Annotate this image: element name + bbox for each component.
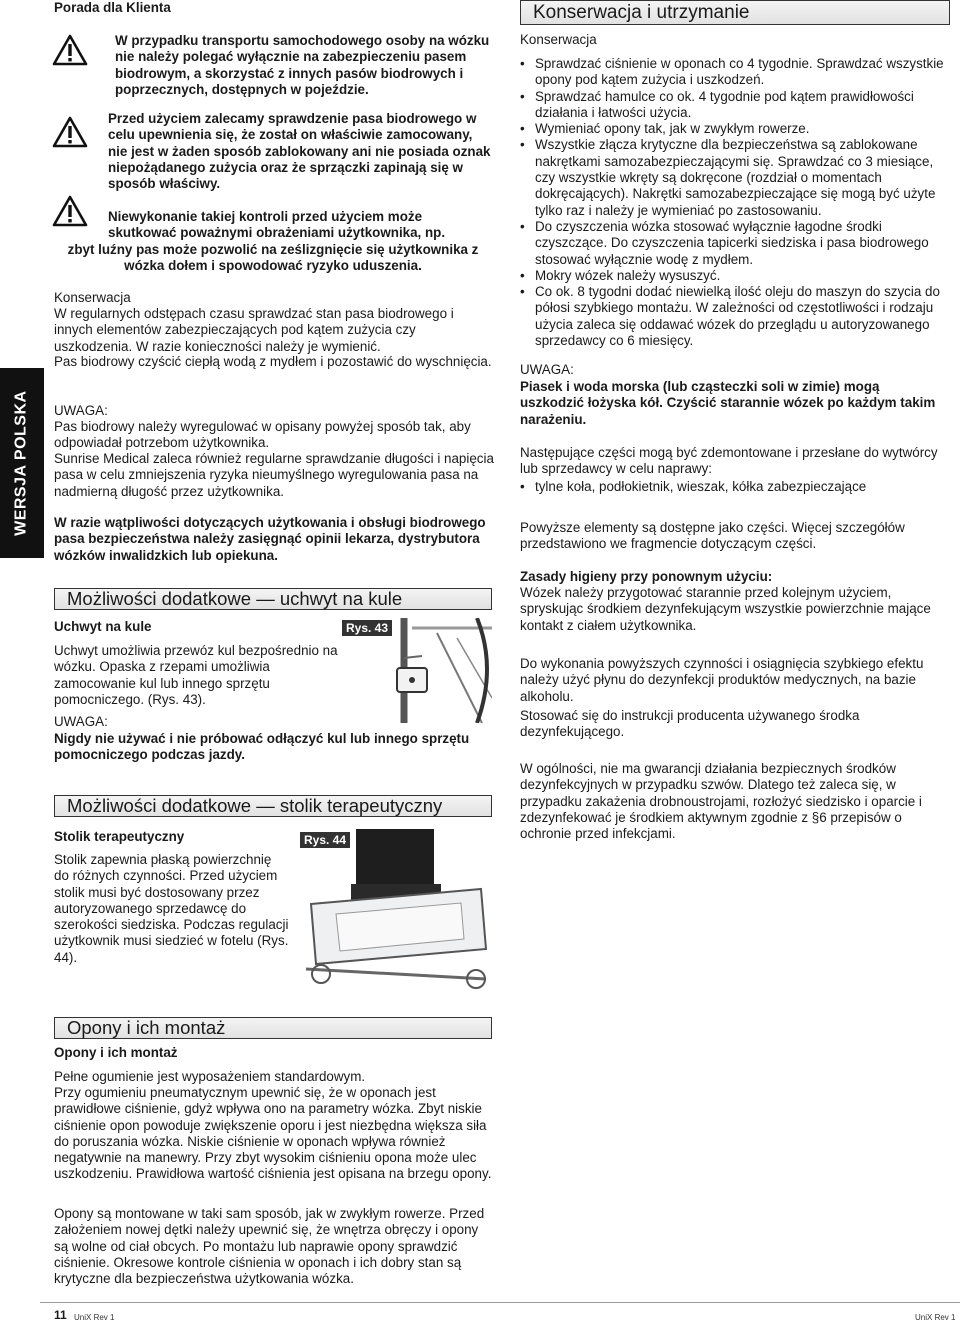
warning-text-check: Przed użyciem zalecamy sprawdzenie pasa biodrowego w celu upewnienia się, że został on właściwie zamocowany, nie jest w żaden sposób zablokowany ani nie posiada oznak niepożądanego zużycia oraz że sprzączki zapinają się w sposób właściwy. [108,111,491,192]
warning-text-consequence-cont: zbyt luźny pas może pozwolić na ześlizgnięcie się użytkownika z wózka dołem i spowodować ryzyko uduszenia. [67,242,479,274]
right-section-title [520,0,950,25]
list-item: • Do czyszczenia wózka stosować wyłącznie łagodne środki czyszczące. Do czyszczenia tapicerki siedziska i pasa biodrowego stosować wyłącznie wodę z mydłem. [520,219,955,268]
section-title-tray [54,795,492,817]
section-title-text: Możliwości dodatkowe — uchwyt na kule [67,588,403,609]
tray-illustration [296,829,492,989]
maintenance-heading: Konserwacja [54,290,131,305]
parts-text: Następujące części mogą być zdemontowane i przesłane do wytwórcy lub sprzedawcy w celu naprawy: [520,445,938,477]
right-section-title-text: Konserwacja i utrzymanie [533,2,750,23]
crutch-holder-text: Uchwyt umożliwia przewóz kul bezpośrednio na wózku. Opaska z rzepami umożliwia zamocowanie kul lub innego sprzętu pomocniczego. (Rys. 43). [54,643,338,707]
parts-note: Powyższe elementy są dostępne jako części. Więcej szczegółów przedstawiono we fragmencie dotyczącym części. [520,520,905,552]
figure-label: Rys. 44 [300,832,350,848]
crutch-holder-subheading: Uchwyt na kule [54,619,152,634]
maintenance-list [520,56,955,349]
page-number: 11 [54,1308,67,1322]
uwaga-text-sunrise: Sunrise Medical zaleca również regularne sprawdzanie długości i napięcia pasa w celu zmniejszenia ryzyka nieumyślnego wyregulowania pasa na nadmierną długość przez użytkownika. [54,451,494,499]
section-title-crutch-holder [54,588,492,610]
parts-list [520,479,950,495]
list-item: • Sprawdzać ciśnienie w oponach co 4 tygodnie. Sprawdzać wszystkie opony pod kątem zużycia i uszkodzeń. [520,56,955,89]
right-maintenance-heading: Konserwacja [520,32,597,47]
figure-label: Rys. 43 [342,620,392,636]
right-uwaga-text: Piasek i woda morska (lub cząsteczki soli w zimie) mogą uszkodzić łożyska kół. Czyścić starannie wózek po każdym takim narażeniu. [520,379,936,427]
list-item: • Sprawdzać hamulce co ok. 4 tygodnie pod kątem prawidłowości działania i łatwości użycia. [520,89,955,122]
tyres-text-pressure: Przy ogumieniu pneumatycznym upewnić się, że w oponach jest prawidłowe ciśnienie, gdyż wpływa ono na parametry wózka. Zbyt niskie ciśnienie opon powoduje zwiększenie oporu i jest niezbędna większa siła do poruszania wózka. Niskie ciśnienie w oponach wpływa również negatywnie na manewry. Przy zbyt wysokim ciśnieniu opona może ulec uszkodzeniu. Prawidłowa wartość ciśnienia jest opisana na brzegu opony. [54,1085,492,1182]
footer-left-rev: UniX Rev 1 [74,1313,115,1322]
tray-text: Stolik zapewnia płaską powierzchnię do różnych czynności. Przed użyciem stolik musi być dostosowany przez autoryzowanego sprzedawcę do szerokości siedziska. Podczas regulacji użytkownik musi siedzieć w fotelu (Rys. 44). [54,852,289,965]
warning-icon [52,116,88,148]
figure-44 [296,829,492,989]
hygiene-text: Wózek należy przygotować starannie przed kolejnym użyciem, spryskując środkiem dezynfekującym wszystkie powierzchnie mające kontakt z ciałem użytkownika. [520,585,931,633]
language-side-tab [0,368,44,558]
figure-43 [342,618,492,723]
tyres-subheading: Opony i ich montaż [54,1045,178,1060]
language-side-tab-text: WERSJA POLSKA [12,390,30,536]
list-item: • Wymieniać opony tak, jak w zwykłym rowerze. [520,121,955,137]
left-page-title: Porada dla Klienta [54,0,171,15]
list-item: • Mokry wózek należy wysuszyć. [520,268,955,284]
section-title-text: Możliwości dodatkowe — stolik terapeutyczny [67,795,443,816]
warning-text-consequence: Niewykonanie takiej kontroli przed użyciem może skutkować poważnymi obrażeniami użytkownika, np. [108,209,446,241]
footer-right-rev: UniX Rev 1 [915,1313,956,1322]
hygiene-heading: Zasady higieny przy ponownym użyciu: [520,569,773,584]
list-item: • tylne koła, podłokietnik, wieszak, kółka zabezpieczające [520,479,950,495]
doubt-note: W razie wątpliwości dotyczących użytkowania i obsługi biodrowego pasa bezpieczeństwa należy zasięgnąć opinii lekarza, dystrybutora wózków inwalidzkich lub opiekuna. [54,515,486,563]
tyres-text-mounting: Opony są montowane w taki sam sposób, jak w zwykłym rowerze. Przed założeniem nowej dętki należy upewnić się, że wnętrza obręczy i opony są wolne od ciał obcych. Po montażu lub naprawie opony sprawdzić ciśnienie. Okresowe kontrole ciśnienia w oponach i ich dobry stan są krytyczne dla bezpieczeństwa użytkowania wózka. [54,1206,485,1287]
tray-subheading: Stolik terapeutyczny [54,829,185,844]
disinfect-text: Do wykonania powyższych czynności i osiągnięcia szybkiego efektu należy użyć płynu do dezynfekcji produktów medycznych, na bazie alkoholu. [520,656,924,704]
right-uwaga-label: UWAGA: [520,362,574,377]
maintenance-text: W regularnych odstępach czasu sprawdzać stan pasa biodrowego i innych elementów zabezpieczających pod kątem zużycia czy uszkodzenia. W razie konieczności należy je wymienić. [54,306,454,354]
warning-icon [52,195,88,227]
section-title-tyres [54,1017,492,1039]
warning-icon [52,34,88,66]
maintenance-text-cleaning: Pas biodrowy czyścić ciepłą wodą z mydłem i pozostawić do wyschnięcia. [54,354,492,369]
section-title-text: Opony i ich montaż [67,1017,226,1038]
footer-rule [40,1302,960,1303]
uwaga-text: Pas biodrowy należy wyregulować w opisany powyżej sposób tak, aby odpowiadał potrzebom użytkownika. [54,419,471,451]
uwaga-label: UWAGA: [54,403,108,418]
disinfect-seams: W ogólności, nie ma gwarancji działania bezpiecznych środków dezynfekcyjnych w przypadku szwów. Dlatego też zaleca się, w przypadku zakażenia drobnoustrojami, rozłożyć siedzisko i oparcie i zdezynfekować je środkiem aktywnym zgodnie z §6 przepisów o ochronie przed infekcjami. [520,761,922,842]
disinfect-instructions: Stosować się do instrukcji producenta używanego środka dezynfekującego. [520,708,860,740]
warning-text-transport: W przypadku transportu samochodowego osoby na wózku nie należy polegać wyłącznie na zabezpieczeniu pasem biodrowym, a skorzystać z innych pasów biodrowych i poprzecznych, dostępnych w pojeździe. [115,33,490,97]
crutch-uwaga-text: Nigdy nie używać i nie próbować odłączyć kul lub innego sprzętu pomocniczego podczas jazdy. [54,731,470,763]
list-item: • Co ok. 8 tygodni dodać niewielką ilość oleju do maszyn do szycia do półosi szybkiego montażu. W zależności od częstotliwości i rodzaju użycia zaleca się oddawać wózek do przeglądu u autoryzowanego sprzedawcy co 6 miesięcy. [520,284,955,349]
list-item: • Wszystkie złącza krytyczne dla bezpieczeństwa są zablokowane nakrętkami samozabezpieczającymi się. Sprawdzać co 3 miesiące, czy wszystkie wkręty są dokręcone (rozdział o momentach dokręcających). Nakrętki samozabezpieczające się mogą być użyte tylko raz i należy je wymieniać po zastosowaniu. [520,137,955,218]
tyres-text-standard: Pełne ogumienie jest wyposażeniem standardowym. [54,1069,366,1084]
crutch-uwaga-label: UWAGA: [54,714,108,729]
